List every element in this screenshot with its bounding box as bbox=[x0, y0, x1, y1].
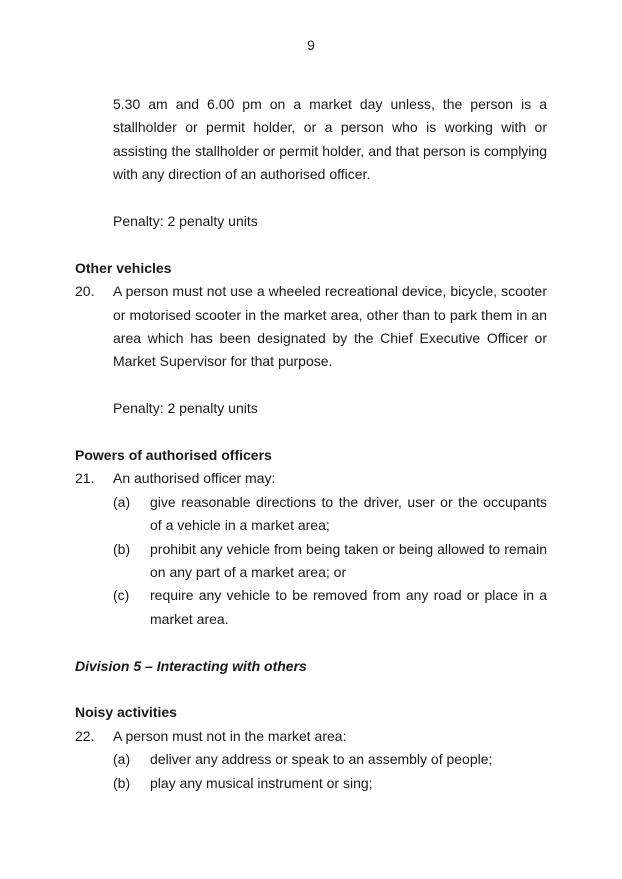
section-heading-powers: Powers of authorised officers bbox=[75, 447, 272, 464]
sub-clause-label: (c) bbox=[113, 587, 130, 604]
penalty-text: Penalty: 2 penalty units bbox=[113, 400, 258, 417]
penalty-text: Penalty: 2 penalty units bbox=[113, 213, 258, 230]
section-heading-noisy: Noisy activities bbox=[75, 704, 177, 721]
document-body bbox=[75, 93, 547, 795]
clause-text: A person must not use a wheeled recreational device, bicycle, scooter or motorised scooter in the market area, other than to park them in an area which has been designated by the Chief Executive Officer or Market Supervisor for that purpose. bbox=[113, 283, 547, 370]
clause-20 bbox=[75, 280, 547, 374]
page-number: 9 bbox=[307, 37, 315, 53]
sub-clause bbox=[113, 538, 547, 585]
clause-text: A person must not in the market area: bbox=[113, 727, 347, 744]
clause-text: An authorised officer may: bbox=[113, 470, 276, 487]
sub-clause-text: give reasonable directions to the driver, user or the occupants of a vehicle in a market area; bbox=[150, 493, 547, 534]
sub-clause-text: require any vehicle to be removed from any road or place in a market area. bbox=[150, 587, 547, 627]
sub-clause-label: (a) bbox=[113, 751, 131, 768]
continuation-paragraph: 5.30 am and 6.00 pm on a market day unless, the person is a stallholder or permit holder, or a person who is working with or assisting the stallholder or permit holder, and that person is complying with any direction of an authorised officer. bbox=[113, 96, 547, 183]
sub-clause-label: (b) bbox=[113, 540, 131, 557]
sub-clause bbox=[113, 772, 547, 795]
clause-number: 22. bbox=[75, 727, 95, 744]
sub-clause bbox=[113, 584, 547, 631]
sub-clause-text: play any musical instrument or sing; bbox=[150, 774, 373, 791]
sub-clause-label: (b) bbox=[113, 774, 131, 791]
sub-clause-label: (a) bbox=[113, 493, 131, 510]
clause-21 bbox=[75, 467, 547, 490]
sub-clause bbox=[113, 491, 547, 538]
sub-clause-text: deliver any address or speak to an assembly of people; bbox=[150, 751, 493, 768]
sub-clause bbox=[113, 748, 547, 771]
division-heading: Division 5 – Interacting with others bbox=[75, 657, 307, 674]
section-heading-other-vehicles: Other vehicles bbox=[75, 259, 172, 276]
clause-22 bbox=[75, 725, 547, 748]
clause-number: 21. bbox=[75, 470, 95, 487]
clause-number: 20. bbox=[75, 283, 95, 300]
sub-clause-text: prohibit any vehicle from being taken or being allowed to remain on any part of a market area; or bbox=[150, 540, 547, 581]
